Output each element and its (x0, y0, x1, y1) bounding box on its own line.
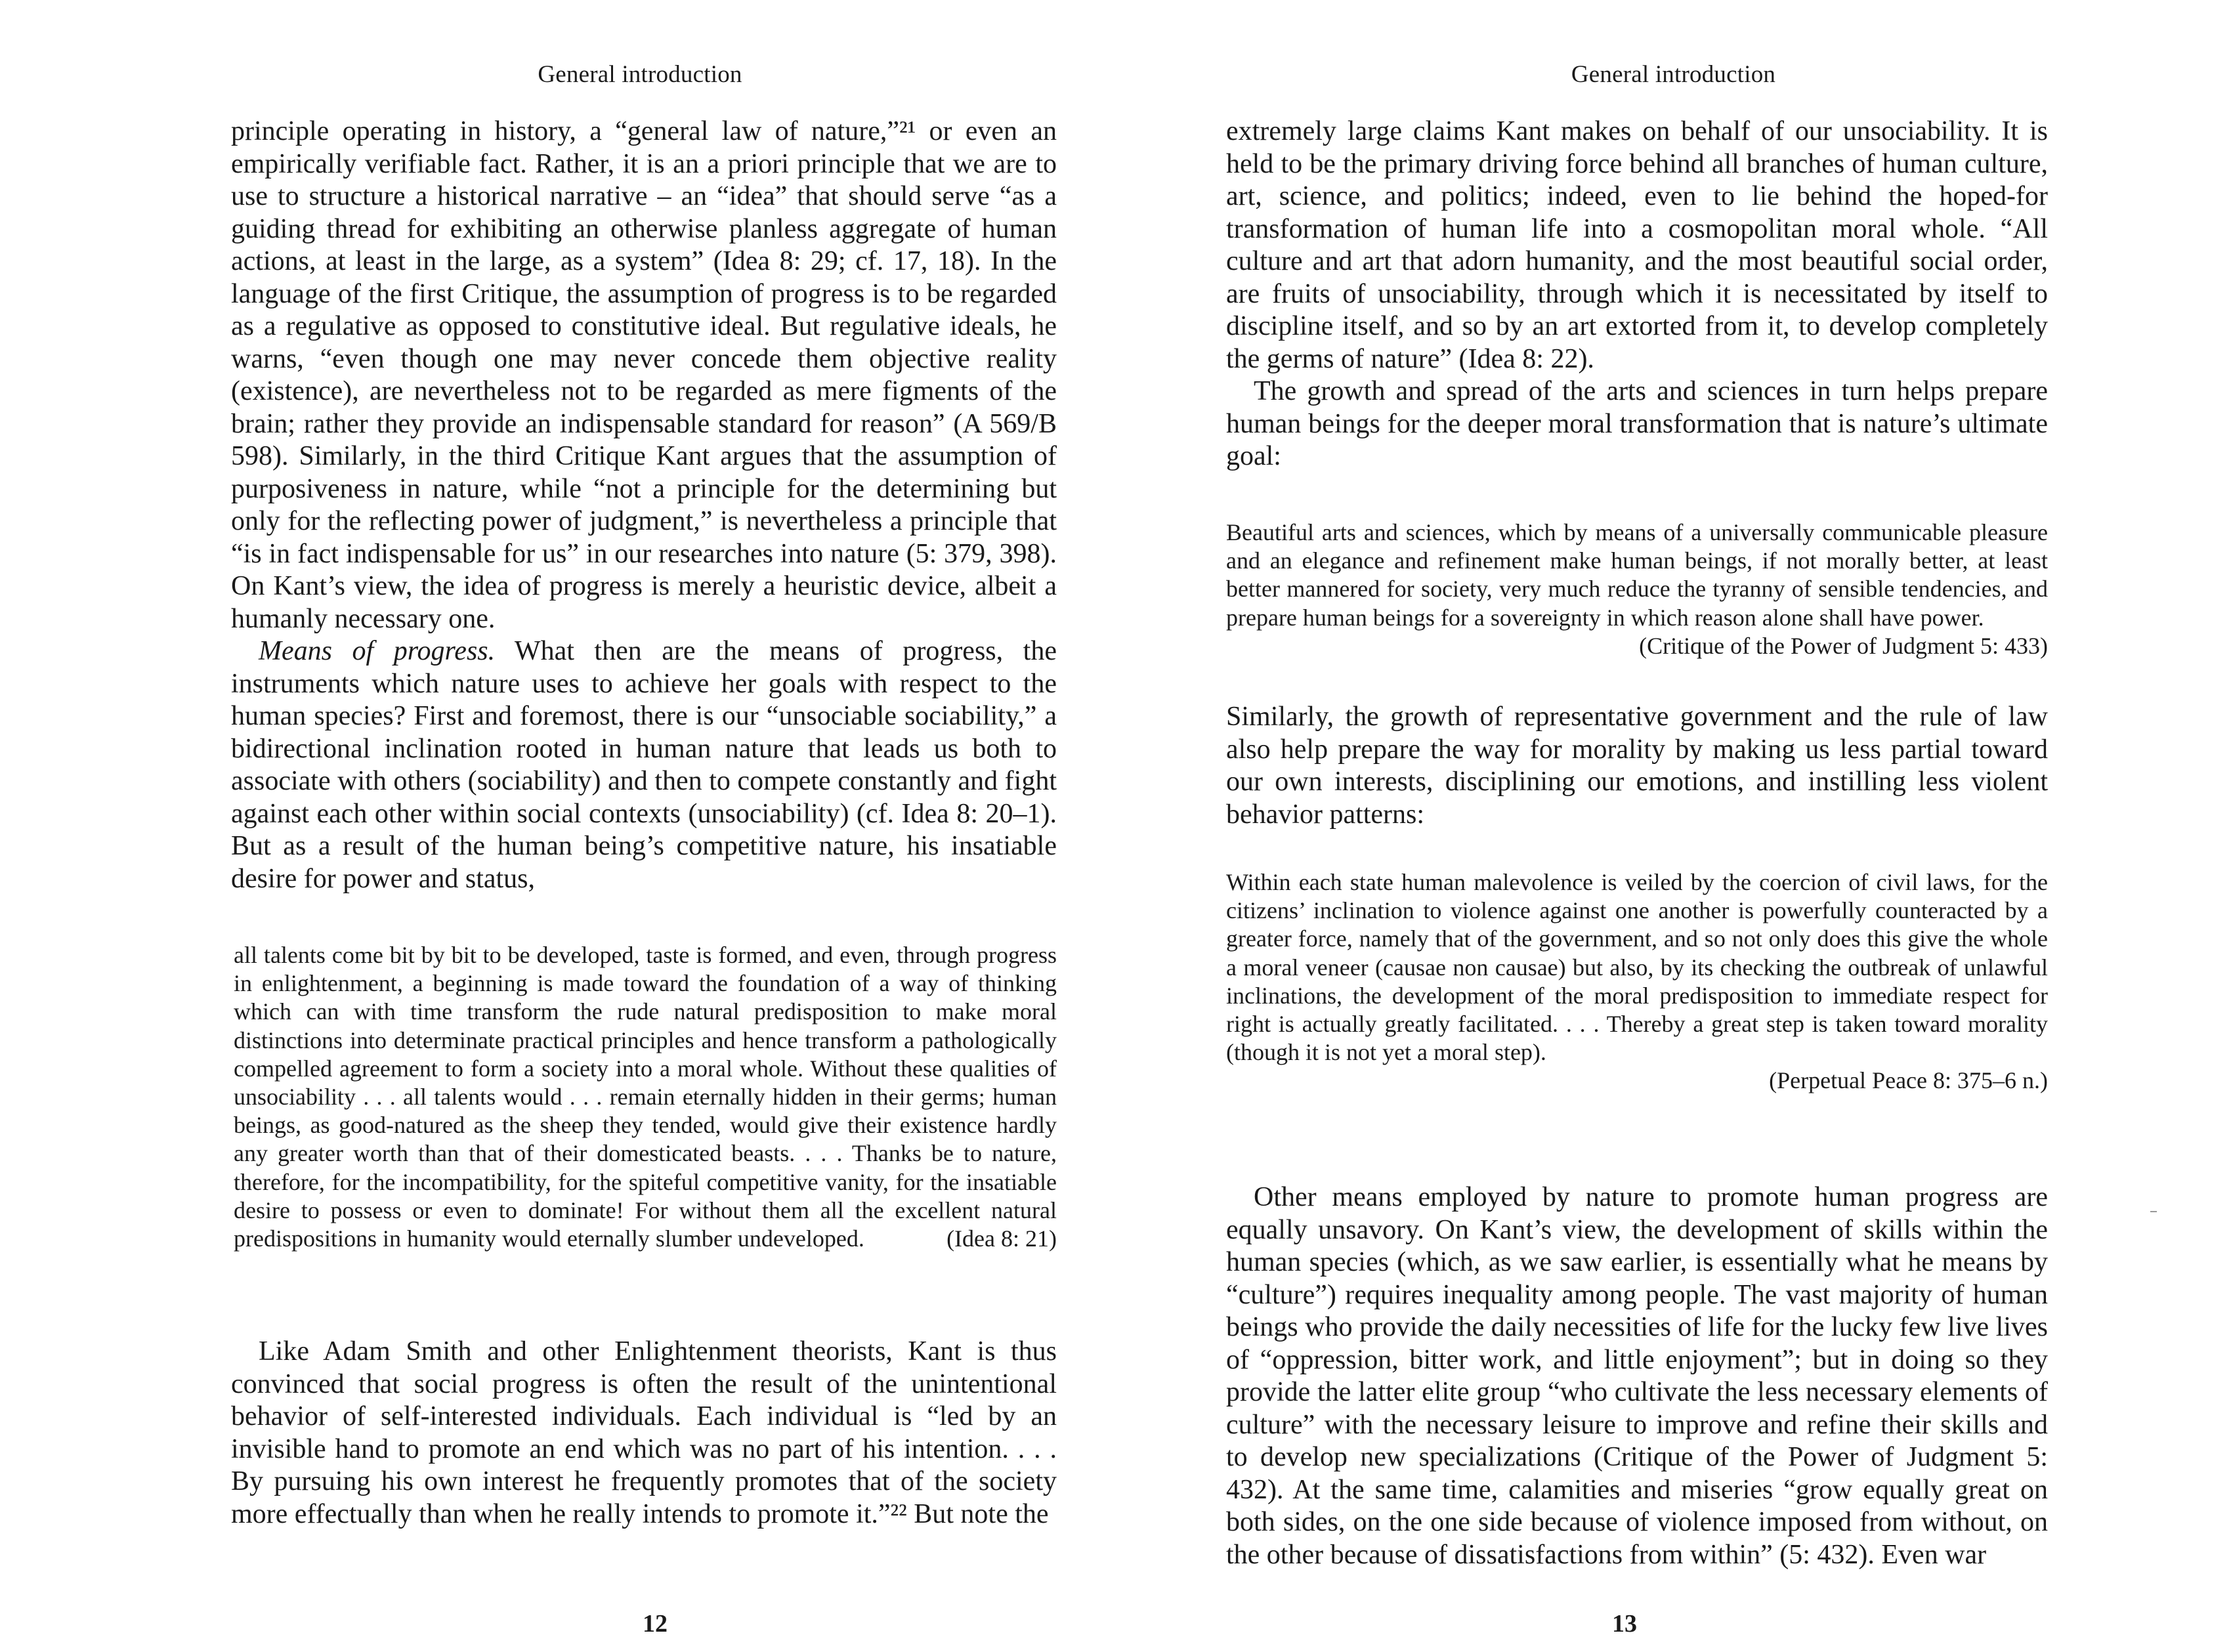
body-text-right-top (1226, 116, 2048, 473)
paragraph-means-of-progress (231, 635, 1057, 895)
body-text-left-top (231, 116, 1057, 895)
paragraph-adam-smith: Like Adam Smith and other Enlightenment theorists, Kant is thus convinced that social progress is often the result of the unintentional behavior of self-interested individuals. Each individual is “led by an invisible hand to promote an end which was no part of his intention. . . . By pursuing his own interest he frequently promotes that of the society more effectually than when he really intends to promote it.”²² But note the (231, 1336, 1057, 1529)
quote-text-perpetual-peace: Within each state human malevolence is veiled by the coercion of civil laws, for the citizens’ inclination to violence against one another is powerfully counteracted by a greater force, namely that of the government, and so not only does this give the whole a moral veneer (causae non causae) but also, by its checking the outbreak of unlawful inclinations, the development of the moral predisposition to immediate respect for right is actually greatly facilitated. . . . Thereby a great step is taken toward morality (though it is not yet a moral step). (1226, 869, 2048, 1066)
paragraph-other-means: Other means employed by nature to promote human progress are equally unsavory. On Kant’s view, the development of skills within the human species (which, as we saw earlier, is essentially what he means by “culture”) requires inequality among people. The vast majority of human beings who provide the daily necessities of life for the lucky few live lives of “oppression, bitter work, and little enjoyment”; but in doing so they provide the latter elite group “who cultivate the less necessary elements of culture” with the necessary leisure to improve and refine their skills and to develop new specializations (Critique of the Power of Judgment 5: 432). At the same time, calamities and miseries “grow equally great on both sides, on the one side because of violence imposed from without, on the other because of dissatisfactions from within” (5: 432). Even war (1226, 1182, 2048, 1570)
paragraph-representative-government: Similarly, the growth of representative government and the rule of law also help prepare the way for morality by making us less partial toward our own interests, disciplining our emotions, and instilling less violent behavior patterns: (1226, 702, 2048, 830)
page-number-left: 12 (643, 1610, 668, 1638)
quote-citation-idea: (Idea 8: 21) (946, 1225, 1057, 1252)
right-page (1116, 0, 2231, 1652)
block-quote-idea (234, 941, 1057, 1253)
body-text-right-bottom (1226, 1181, 2048, 1571)
paragraph-arts-sciences: The growth and spread of the arts and sciences in turn helps prepare human beings for the deeper moral transformation that is nature’s ultimate goal: (1226, 376, 2048, 471)
quote-text-critique: Beautiful arts and sciences, which by means of a universally communicable pleasure and an elegance and refinement make human beings, if not morally better, at least better mannered for society, very much reduce the tyranny of sensible tendencies, and prepare human beings for a sovereignty in which reason alone shall have power. (1226, 519, 2048, 631)
quote-citation-critique: (Critique of the Power of Judgment 5: 433) (1639, 632, 2048, 659)
running-head-right: General introduction (1571, 61, 1776, 88)
quote-text-idea: all talents come bit by bit to be developed, taste is formed, and even, through progress in enlightenment, a beginning is made toward the foundation of a way of thinking which can with time transform the rude natural predisposition to make moral distinctions into determinate practical principles and hence transform a pathologically compelled agreement to form a society into a moral whole. Without these qualities of unsociability . . . all talents would . . . remain eternally hidden in their germs; human beings, as good-natured as the sheep they tended, would give their existence hardly any greater worth than that of their domesticated beasts. . . . Thanks be to nature, therefore, for the incompatibility, for the spiteful competitive vanity, for the insatiable desire to possess or even to dominate! For without them all the excellent natural predispositions in humanity would eternally slumber undeveloped. (234, 942, 1057, 1252)
page-number-right: 13 (1612, 1610, 1637, 1638)
body-text-left-bottom (231, 1336, 1057, 1531)
running-head-left: General introduction (538, 61, 742, 88)
block-quote-critique (1226, 519, 2048, 660)
run-in-heading: Means of progress. (259, 636, 496, 666)
paragraph-unsociability: extremely large claims Kant makes on behalf of our unsociability. It is held to be the primary driving force behind all branches of human culture, art, science, and politics; indeed, even to lie behind the hoped-for transformation of human life into a cosmopolitan moral whole. “All culture and art that adorn humanity, and the most beautiful social order, are fruits of unsociability, through which it is necessitated by itself to discipline itself, and so by an art extorted from it, to develop completely the germs of nature” (Idea 8: 22). (1226, 116, 2048, 374)
margin-mark (2150, 1211, 2157, 1212)
paragraph-means-body: What then are the means of progress, the instruments which nature uses to achieve her goals with respect to the human species? First and foremost, there is our “unsociable sociability,” a bidirectional inclination rooted in human nature that leads us both to associate with others (sociability) and then to compete constantly and fight against each other within social contexts (unsociability) (cf. Idea 8: 20–1). But as a result of the human being’s competitive nature, his insatiable desire for power and status, (231, 636, 1057, 894)
paragraph-principle: principle operating in history, a “general law of nature,”²¹ or even an empirically verifiable fact. Rather, it is an a priori principle that we are to use to structure a historical narrative – an “idea” that should serve “as a guiding thread for exhibiting an otherwise planless aggregate of human actions, at least in the large, as a system” (Idea 8: 29; cf. 17, 18). In the language of the first Critique, the assumption of progress is to be regarded as a regulative as opposed to constitutive ideal. But regulative ideals, he warns, “even though one may never concede them objective reality (existence), are nevertheless not to be regarded as mere figments of the brain; rather they provide an indispensable standard for reason” (A 569/B 598). Similarly, in the third Critique Kant argues that the assumption of purposiveness in nature, while “not a principle for the determining but only for the reflecting power of judgment,” is nevertheless a principle that “is in fact indispensable for us” in our researches into nature (5: 379, 398). On Kant’s view, the idea of progress is merely a heuristic device, albeit a humanly necessary one. (231, 116, 1057, 634)
block-quote-perpetual-peace (1226, 868, 2048, 1095)
quote-citation-perpetual-peace: (Perpetual Peace 8: 375–6 n.) (1769, 1067, 2048, 1094)
body-text-right-middle (1226, 701, 2048, 831)
